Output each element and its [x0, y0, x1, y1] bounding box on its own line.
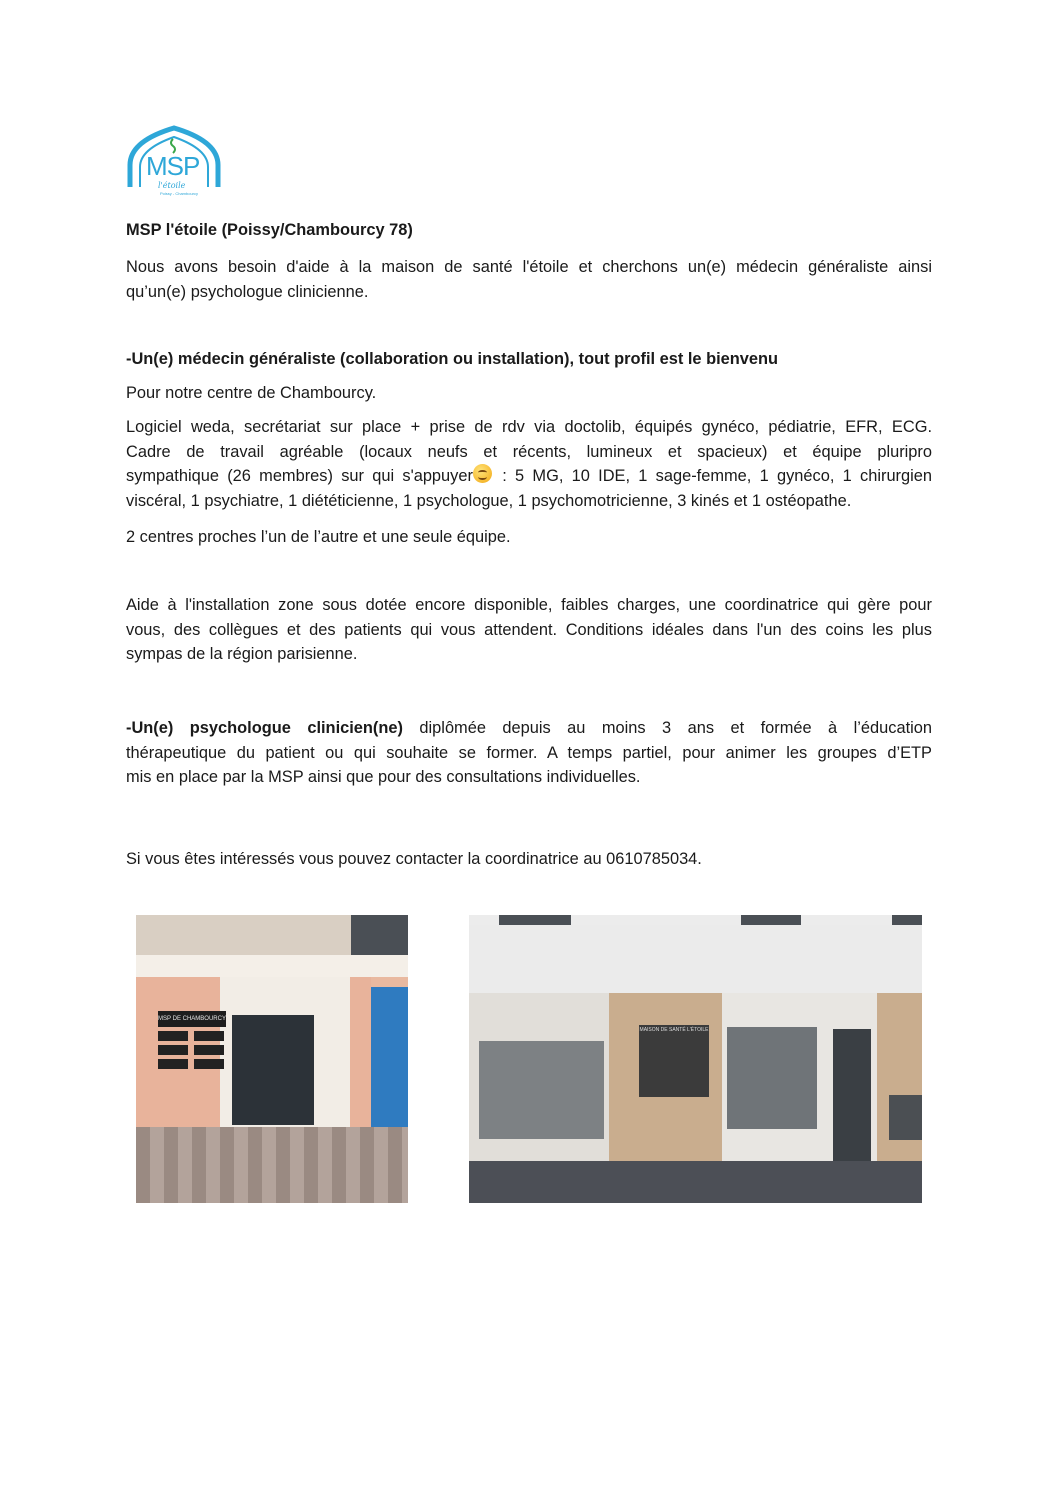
msp-logo — [124, 125, 224, 195]
photo-chambourcy-entrance — [136, 915, 408, 1203]
psychologist-line: mis en place par la MSP ainsi que pour des consultations individuelles. — [126, 768, 641, 786]
intro-line: qu’un(e) psychologue clinicienne. — [126, 282, 369, 301]
intro-line: Nous avons besoin d'aide à la maison de santé l'étoile et cherchons un(e) médecin généraliste ainsi — [126, 258, 932, 276]
centres-text: 2 centres proches l’un de l’autre et une seule équipe. — [126, 528, 511, 546]
details-paragraph — [126, 415, 932, 513]
smiling-face-icon — [473, 464, 492, 483]
support-line: sympas de la région parisienne. — [126, 645, 358, 663]
section-heading-doctor: -Un(e) médecin généraliste (collaboration ou installation), tout profil est le bienvenu — [126, 350, 779, 368]
psychologist-paragraph — [126, 716, 932, 790]
psychologist-line — [126, 716, 932, 741]
document-title: MSP l'étoile (Poissy/Chambourcy 78) — [126, 221, 413, 239]
details-line-end: : 5 MG, 10 IDE, 1 sage-femme, 1 gynéco, 1 chirurgien — [493, 467, 933, 485]
details-line: Logiciel weda, secrétariat sur place + prise de rdv via doctolib, équipés gynéco, pédiatrie, EFR, ECG. — [126, 418, 932, 436]
logo-tagline: Poissy - Chambourcy — [160, 191, 199, 196]
details-line: Cadre de travail agréable (locaux neufs et récents, lumineux et spacieux) et équipe pluripro — [126, 442, 932, 461]
details-line-start: sympathique (26 membres) sur qui s'appuyer — [126, 467, 473, 485]
location-text: Pour notre centre de Chambourcy. — [126, 384, 377, 402]
logo-name: MSP — [146, 151, 200, 181]
details-line: viscéral, 1 psychiatre, 1 diététicienne, 1 psychologue, 1 psychomotricienne, 3 kinés et 1 ostéopathe. — [126, 491, 852, 510]
support-line: Aide à l'installation zone sous dotée encore disponible, faibles charges, une coordinatrice qui gère pour — [126, 596, 932, 614]
contact-text: Si vous êtes intéressés vous pouvez contacter la coordinatrice au 0610785034. — [126, 850, 702, 868]
psychologist-line: thérapeutique du patient ou qui souhaite se former. A temps partiel, pour animer les groupes d’ETP — [126, 743, 932, 762]
logo-subtitle: l'étoile — [158, 181, 186, 190]
support-paragraph — [126, 593, 932, 667]
clinic-sign: MSP DE CHAMBOURCY — [158, 1011, 226, 1027]
psychologist-line-rest: diplômée depuis au moins 3 ans et formée à l’éducation — [402, 719, 932, 737]
photo-maison-de-sante — [469, 915, 922, 1203]
clinic-plaque: MAISON DE SANTÉ L'ÉTOILE — [639, 1025, 709, 1097]
support-line: vous, des collègues et des patients qui vous attendent. Conditions idéales dans l'un des coins les plus — [126, 620, 932, 639]
section-heading-psychologist: -Un(e) psychologue clinicien(ne) — [126, 719, 403, 737]
details-line — [126, 464, 932, 489]
intro-paragraph — [126, 255, 932, 304]
